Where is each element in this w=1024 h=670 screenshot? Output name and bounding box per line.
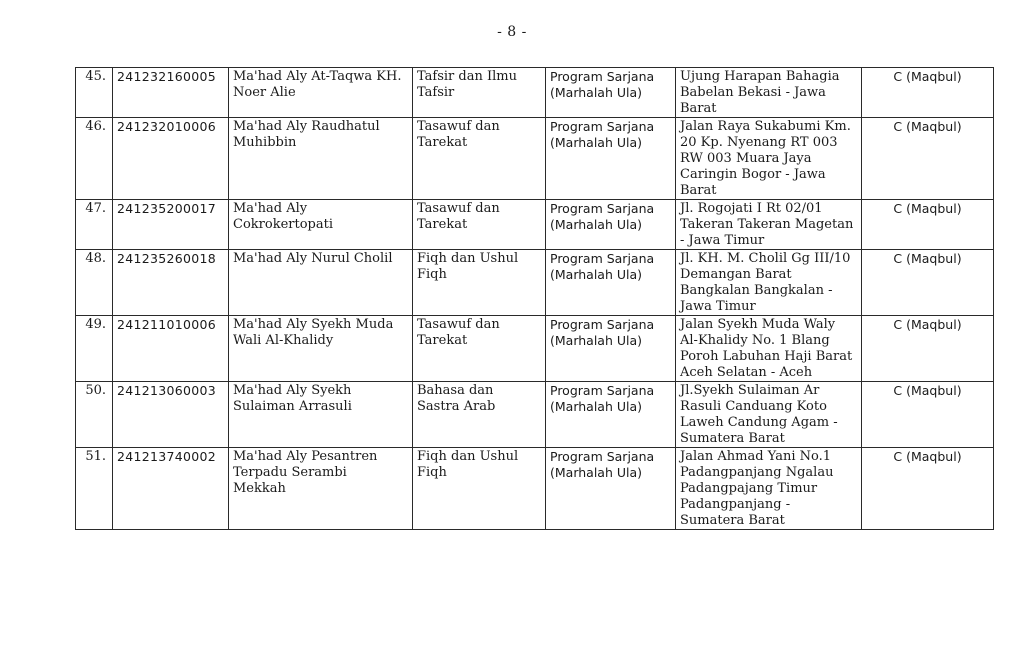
address-line: Caringin Bogor - Jawa bbox=[680, 167, 826, 182]
address-line: Takeran Takeran Magetan bbox=[680, 217, 854, 232]
address-line: Jalan Syekh Muda Waly bbox=[680, 317, 836, 332]
program-level-cell bbox=[546, 448, 676, 530]
table-row bbox=[76, 382, 994, 448]
address-line: Al-Khalidy No. 1 Blang bbox=[680, 333, 830, 348]
program-level-cell bbox=[546, 250, 676, 316]
institution-name-cell bbox=[229, 316, 413, 382]
table-row bbox=[76, 200, 994, 250]
address-cell bbox=[676, 382, 862, 448]
address-line: Jalan Raya Sukabumi Km. bbox=[680, 119, 851, 134]
address-line: Sumatera Barat bbox=[680, 431, 785, 446]
prodi-line: Tasawuf dan bbox=[417, 201, 500, 216]
accreditation-grade-cell: C (Maqbul) bbox=[862, 200, 994, 250]
institution-id-cell: 241232160005 bbox=[113, 68, 229, 118]
name-line: Terpadu Serambi bbox=[233, 465, 347, 480]
address-line: Barat bbox=[680, 183, 717, 198]
study-program-cell bbox=[413, 448, 546, 530]
prodi-line: Tafsir dan Ilmu bbox=[417, 69, 517, 84]
table-body bbox=[76, 68, 994, 530]
name-line: Mekkah bbox=[233, 481, 286, 496]
institution-name-cell bbox=[229, 448, 413, 530]
address-line: Poroh Labuhan Haji Barat bbox=[680, 349, 853, 364]
address-line: Demangan Barat bbox=[680, 267, 792, 282]
prodi-line: Fiqh dan Ushul bbox=[417, 449, 519, 464]
program-line: Program Sarjana bbox=[550, 383, 655, 398]
name-line: Ma'had Aly Syekh bbox=[233, 383, 352, 398]
institution-id-cell: 241213060003 bbox=[113, 382, 229, 448]
prodi-line: Bahasa dan bbox=[417, 383, 494, 398]
program-line: Program Sarjana bbox=[550, 201, 655, 216]
prodi-line: Tarekat bbox=[417, 333, 468, 348]
program-level-cell bbox=[546, 68, 676, 118]
institution-name-cell bbox=[229, 118, 413, 200]
program-line: (Marhalah Ula) bbox=[550, 135, 643, 150]
address-line: Rasuli Canduang Koto bbox=[680, 399, 827, 414]
name-line: Noer Alie bbox=[233, 85, 296, 100]
address-line: RW 003 Muara Jaya bbox=[680, 151, 812, 166]
prodi-line: Tasawuf dan bbox=[417, 119, 500, 134]
address-line: Jalan Ahmad Yani No.1 bbox=[680, 449, 832, 464]
program-line: (Marhalah Ula) bbox=[550, 333, 643, 348]
program-line: (Marhalah Ula) bbox=[550, 85, 643, 100]
institution-id-cell: 241235260018 bbox=[113, 250, 229, 316]
accreditation-grade-cell: C (Maqbul) bbox=[862, 382, 994, 448]
address-line: Babelan Bekasi - Jawa bbox=[680, 85, 826, 100]
prodi-line: Fiqh dan Ushul bbox=[417, 251, 519, 266]
program-line: Program Sarjana bbox=[550, 317, 655, 332]
name-line: Ma'had Aly Syekh Muda bbox=[233, 317, 394, 332]
study-program-cell bbox=[413, 118, 546, 200]
address-line: Jl. KH. M. Cholil Gg III/10 bbox=[680, 251, 851, 266]
name-line: Ma'had Aly Raudhatul bbox=[233, 119, 380, 134]
row-number-cell: 47. bbox=[76, 200, 113, 250]
study-program-cell bbox=[413, 68, 546, 118]
address-line: Jl.Syekh Sulaiman Ar bbox=[680, 383, 820, 398]
accreditation-grade-cell: C (Maqbul) bbox=[862, 118, 994, 200]
address-line: Padangpanjang Ngalau bbox=[680, 465, 834, 480]
institution-id-cell: 241235200017 bbox=[113, 200, 229, 250]
program-level-cell bbox=[546, 118, 676, 200]
address-line: Bangkalan Bangkalan - bbox=[680, 283, 833, 298]
address-line: Jl. Rogojati I Rt 02/01 bbox=[680, 201, 823, 216]
name-line: Ma'had Aly At-Taqwa KH. bbox=[233, 69, 402, 84]
prodi-line: Fiqh bbox=[417, 267, 447, 282]
table-row bbox=[76, 448, 994, 530]
name-line: Ma'had Aly Pesantren bbox=[233, 449, 378, 464]
name-line: Muhibbin bbox=[233, 135, 297, 150]
prodi-line: Tafsir bbox=[417, 85, 455, 100]
address-line: Laweh Candung Agam - bbox=[680, 415, 838, 430]
row-number-cell: 45. bbox=[76, 68, 113, 118]
row-number-cell: 48. bbox=[76, 250, 113, 316]
address-line: Sumatera Barat bbox=[680, 513, 785, 528]
program-line: (Marhalah Ula) bbox=[550, 399, 643, 414]
study-program-cell bbox=[413, 200, 546, 250]
address-line: Aceh Selatan - Aceh bbox=[680, 365, 813, 380]
name-line: Wali Al-Khalidy bbox=[233, 333, 334, 348]
prodi-line: Sastra Arab bbox=[417, 399, 496, 414]
address-line: Padangpajang Timur bbox=[680, 481, 818, 496]
program-level-cell bbox=[546, 382, 676, 448]
address-cell bbox=[676, 250, 862, 316]
institution-name-cell bbox=[229, 68, 413, 118]
address-line: Ujung Harapan Bahagia bbox=[680, 69, 840, 84]
table-row bbox=[76, 250, 994, 316]
row-number-cell: 51. bbox=[76, 448, 113, 530]
program-line: Program Sarjana bbox=[550, 119, 655, 134]
table-row bbox=[76, 118, 994, 200]
address-line: 20 Kp. Nyenang RT 003 bbox=[680, 135, 838, 150]
name-line: Cokrokertopati bbox=[233, 217, 333, 232]
institution-id-cell: 241213740002 bbox=[113, 448, 229, 530]
prodi-line: Tarekat bbox=[417, 135, 468, 150]
address-line: Jawa Timur bbox=[680, 299, 756, 314]
prodi-line: Tarekat bbox=[417, 217, 468, 232]
study-program-cell bbox=[413, 316, 546, 382]
program-line: (Marhalah Ula) bbox=[550, 465, 643, 480]
accreditation-table bbox=[75, 67, 994, 530]
accreditation-grade-cell: C (Maqbul) bbox=[862, 448, 994, 530]
name-line: Ma'had Aly bbox=[233, 201, 308, 216]
address-cell bbox=[676, 200, 862, 250]
row-number-cell: 46. bbox=[76, 118, 113, 200]
study-program-cell bbox=[413, 382, 546, 448]
address-line: - Jawa Timur bbox=[680, 233, 765, 248]
program-line: Program Sarjana bbox=[550, 69, 655, 84]
institution-name-cell bbox=[229, 200, 413, 250]
table-row bbox=[76, 316, 994, 382]
program-level-cell bbox=[546, 316, 676, 382]
program-level-cell bbox=[546, 200, 676, 250]
institution-id-cell: 241232010006 bbox=[113, 118, 229, 200]
address-cell bbox=[676, 68, 862, 118]
program-line: (Marhalah Ula) bbox=[550, 217, 643, 232]
accreditation-grade-cell: C (Maqbul) bbox=[862, 316, 994, 382]
prodi-line: Fiqh bbox=[417, 465, 447, 480]
address-line: Padangpanjang - bbox=[680, 497, 791, 512]
table-row bbox=[76, 68, 994, 118]
address-cell bbox=[676, 118, 862, 200]
page-number: - 8 - bbox=[497, 24, 527, 40]
program-line: Program Sarjana bbox=[550, 449, 655, 464]
name-line: Sulaiman Arrasuli bbox=[233, 399, 352, 414]
study-program-cell bbox=[413, 250, 546, 316]
name-line: Ma'had Aly Nurul Cholil bbox=[233, 251, 393, 266]
program-line: Program Sarjana bbox=[550, 251, 655, 266]
program-line: (Marhalah Ula) bbox=[550, 267, 643, 282]
institution-id-cell: 241211010006 bbox=[113, 316, 229, 382]
address-cell bbox=[676, 316, 862, 382]
address-cell bbox=[676, 448, 862, 530]
prodi-line: Tasawuf dan bbox=[417, 317, 500, 332]
row-number-cell: 49. bbox=[76, 316, 113, 382]
accreditation-grade-cell: C (Maqbul) bbox=[862, 250, 994, 316]
accreditation-grade-cell: C (Maqbul) bbox=[862, 68, 994, 118]
institution-name-cell bbox=[229, 382, 413, 448]
address-line: Barat bbox=[680, 101, 717, 116]
row-number-cell: 50. bbox=[76, 382, 113, 448]
institution-name-cell bbox=[229, 250, 413, 316]
